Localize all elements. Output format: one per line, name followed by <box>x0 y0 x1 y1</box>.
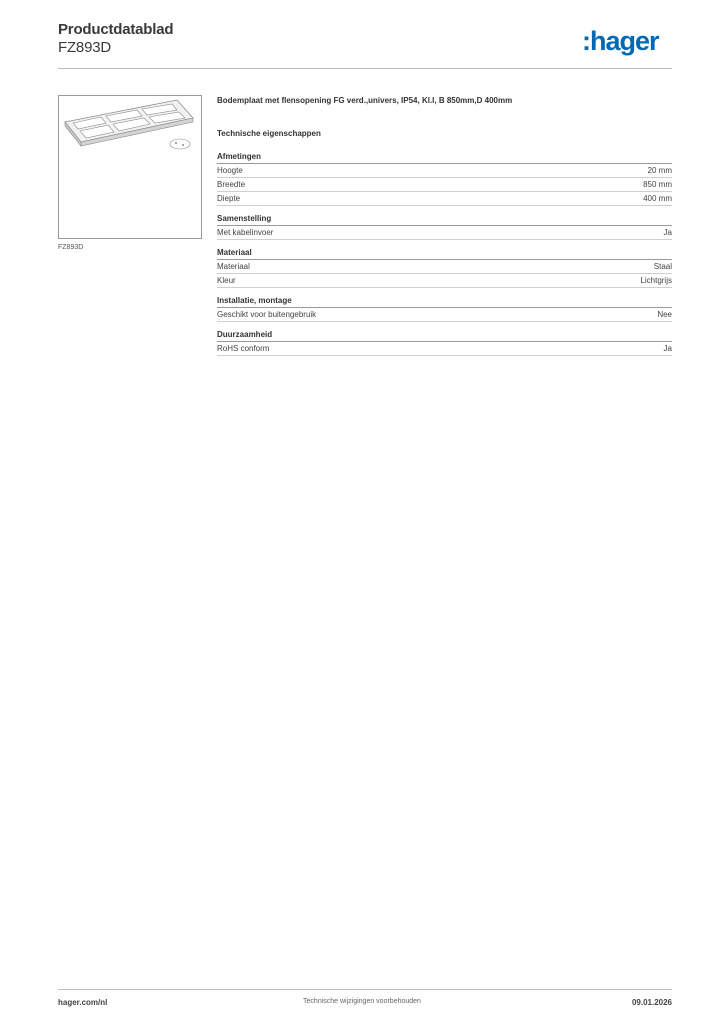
spec-label: Kleur <box>217 276 236 285</box>
spec-label: Met kabelinvoer <box>217 228 274 237</box>
spec-row <box>217 260 672 274</box>
page-title: Productdatablad <box>58 21 174 38</box>
hager-logo <box>582 26 672 56</box>
product-details <box>217 96 672 364</box>
product-image <box>58 95 202 239</box>
spec-label: Diepte <box>217 194 241 203</box>
spec-value: Nee <box>657 310 672 319</box>
footer-disclaimer: Technische wijzigingen voorbehouden <box>303 998 421 1005</box>
image-caption: FZ893D <box>58 244 84 251</box>
spec-row <box>217 342 672 356</box>
spec-label: Hoogte <box>217 166 243 175</box>
spec-row <box>217 308 672 322</box>
footer-website-link[interactable]: hager.com/nl <box>58 998 108 1007</box>
spec-group-title: Samenstelling <box>217 214 672 226</box>
spec-value: 850 mm <box>643 180 672 189</box>
spec-row <box>217 192 672 206</box>
spec-group-title: Installatie, montage <box>217 296 672 308</box>
product-description: Bodemplaat met flensopening FG verd.,univers, IP54, Kl.I, B 850mm,D 400mm <box>217 96 513 105</box>
spec-group-title: Duurzaamheid <box>217 330 672 342</box>
spec-group-title: Afmetingen <box>217 152 672 164</box>
header-divider <box>58 68 672 69</box>
spec-value: Staal <box>653 262 672 271</box>
spec-row <box>217 164 672 178</box>
spec-row <box>217 226 672 240</box>
spec-row <box>217 274 672 288</box>
spec-value: Ja <box>663 344 672 353</box>
spec-group-afmetingen <box>217 152 672 206</box>
spec-value: 400 mm <box>643 194 672 203</box>
base-plate-illustration <box>59 96 201 238</box>
spec-group-materiaal <box>217 248 672 288</box>
spec-row <box>217 178 672 192</box>
section-heading: Technische eigenschappen <box>217 129 321 138</box>
logo-text: :hager <box>582 26 659 56</box>
spec-value: Ja <box>663 228 672 237</box>
footer-date: 09.01.2026 <box>631 998 672 1007</box>
spec-value: 20 mm <box>647 166 672 175</box>
product-code: FZ893D <box>58 39 111 56</box>
spec-label: Materiaal <box>217 262 250 271</box>
spec-group-samenstelling <box>217 214 672 240</box>
spec-label: Breedte <box>217 180 246 189</box>
spec-group-installatie <box>217 296 672 322</box>
spec-group-title: Materiaal <box>217 248 672 260</box>
spec-value: Lichtgrijs <box>640 276 672 285</box>
spec-label: RoHS conform <box>217 344 270 353</box>
spec-label: Geschikt voor buitengebruik <box>217 310 317 319</box>
footer-divider <box>58 989 672 990</box>
spec-group-duurzaamheid <box>217 330 672 356</box>
